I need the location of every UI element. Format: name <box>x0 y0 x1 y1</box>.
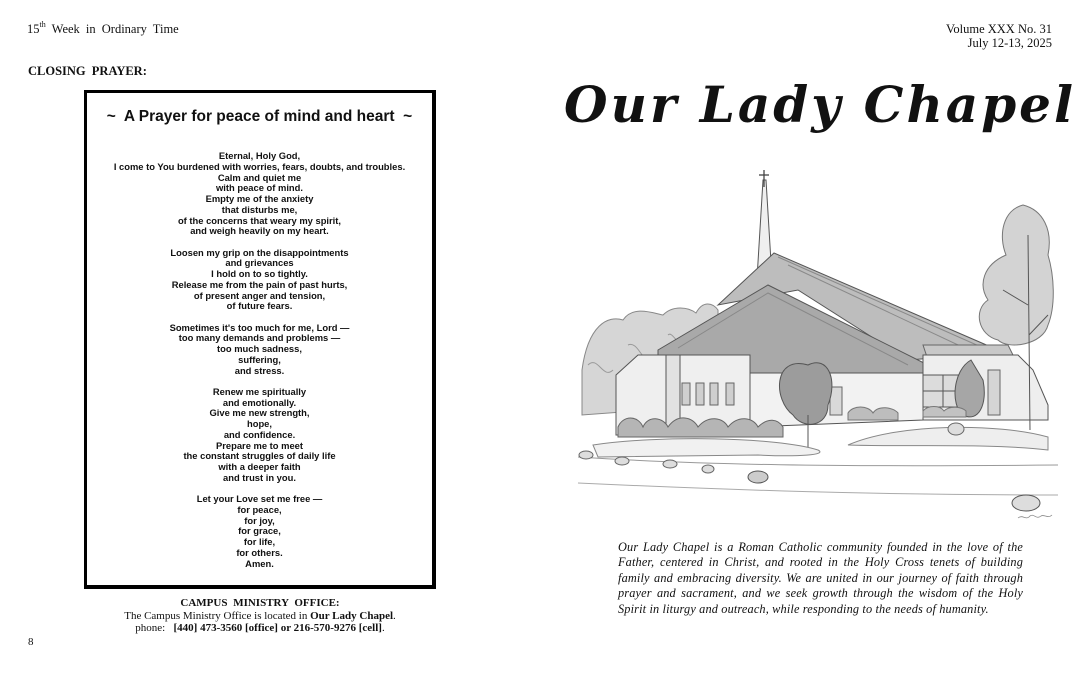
prayer-stanza <box>87 323 432 377</box>
prayer-line: with peace of mind. <box>216 182 303 194</box>
prayer-line: Empty me of the anxiety <box>205 193 314 204</box>
chapel-illustration <box>578 165 1058 525</box>
phone-numbers: [440] 473-3560 [office] or 216-570-9276 [cell] <box>173 622 382 634</box>
prayer-line: that disturbs me, <box>221 203 298 215</box>
phone-label: phone: <box>135 622 166 634</box>
prayer-line: and stress. <box>234 364 285 376</box>
volume-number: Volume XXX No. 31 <box>945 22 1052 36</box>
prayer-line: with a deeper faith <box>218 461 301 472</box>
prayer-line: Prepare me to meet <box>215 439 304 451</box>
section-title: CLOSING PRAYER: <box>28 64 147 78</box>
prayer-line: hope, <box>247 418 272 429</box>
prayer-line: of present anger and tension, <box>193 289 326 301</box>
mission-statement: Our Lady Chapel is a Roman Catholic community founded in the love of the Father, centered in Christ, and rooted in the Holy Cross tenets of building family and embracing diversity. We are united in our journey of faith through prayer and sacrament, and we seek growth through the wisdom of the Holy Spirit in liturgy and outreach, while responding to the needs of humanity. <box>618 540 1023 616</box>
phone-suffix: . <box>381 622 385 634</box>
prayer-line: Amen. <box>245 557 274 569</box>
prayer-line: for others. <box>236 546 283 558</box>
prayer-line: Give me new strength, <box>209 407 310 419</box>
prayer-body <box>87 151 432 580</box>
prayer-line: the constant struggles of daily life <box>183 450 336 462</box>
issue-info <box>946 22 1052 50</box>
prayer-line: for peace, <box>237 503 282 515</box>
prayer-line: for joy, <box>244 514 275 526</box>
tall-tree <box>979 205 1053 345</box>
prayer-title: ~ A Prayer for peace of mind and heart ~ <box>106 108 413 125</box>
location-suffix: . <box>393 609 396 622</box>
prayer-stanza <box>87 494 432 569</box>
prayer-line: Release me from the pain of past hurts, <box>171 278 348 290</box>
prayer-line: of future fears. <box>226 300 293 312</box>
prayer-line: and emotionally. <box>222 396 297 408</box>
page-number: 8 <box>28 636 34 648</box>
boulder <box>948 423 964 435</box>
prayer-line: and confidence. <box>223 428 296 440</box>
week-label <box>27 22 179 37</box>
prayer-line: Sometimes it's too much for me, Lord — <box>169 321 350 333</box>
issue-date: July 12-13, 2025 <box>967 36 1052 50</box>
prayer-line: of the concerns that weary my spirit, <box>177 214 342 226</box>
prayer-line: suffering, <box>238 353 281 365</box>
prayer-line: and trust in you. <box>223 471 296 483</box>
prayer-line: I hold on to so tightly. <box>211 268 308 279</box>
prayer-line: Eternal, Holy God, <box>218 150 301 161</box>
prayer-stanza <box>87 248 432 313</box>
boulder <box>579 451 593 459</box>
boulder <box>748 471 768 483</box>
prayer-box <box>84 90 436 589</box>
masthead-title <box>564 72 1076 142</box>
prayer-stanza <box>87 151 432 237</box>
prayer-line: Let your Love set me free — <box>196 493 323 504</box>
prayer-line: I come to You burdened with worries, fears, doubts, and troubles. <box>113 160 406 172</box>
prayer-line: too much sadness, <box>217 343 302 354</box>
masthead-text: Our Lady Chapel <box>564 75 1076 134</box>
campus-ministry-heading: CAMPUS MINISTRY OFFICE: <box>180 597 340 609</box>
prayer-line: Renew me spiritually <box>212 385 307 397</box>
artist-signature <box>1018 515 1052 518</box>
boulder <box>702 465 714 473</box>
prayer-line: and weigh heavily on my heart. <box>190 225 329 237</box>
location-prefix: The Campus Ministry Office is located in <box>124 609 311 622</box>
walkway <box>593 439 820 457</box>
campus-ministry-location <box>95 610 425 623</box>
prayer-line: too many demands and problems — <box>178 332 341 344</box>
prayer-line: for life, <box>243 536 276 547</box>
week-suffix: th <box>39 20 46 29</box>
prayer-line: Loosen my grip on the disappointments <box>170 246 349 258</box>
prayer-line: and grievances <box>225 257 294 269</box>
boulder <box>663 460 677 468</box>
campus-ministry-phone <box>95 622 425 635</box>
week-number: 15 <box>27 22 40 36</box>
week-text: Week in Ordinary Time <box>51 22 179 36</box>
boulder <box>615 457 629 465</box>
boulder <box>1012 495 1040 511</box>
prayer-line: Calm and quiet me <box>217 171 302 183</box>
campus-ministry-info <box>95 597 425 635</box>
location-name: Our Lady Chapel <box>310 609 394 622</box>
prayer-line: for grace, <box>238 525 281 537</box>
lawn-edge <box>578 457 1058 466</box>
prayer-stanza <box>87 387 432 484</box>
